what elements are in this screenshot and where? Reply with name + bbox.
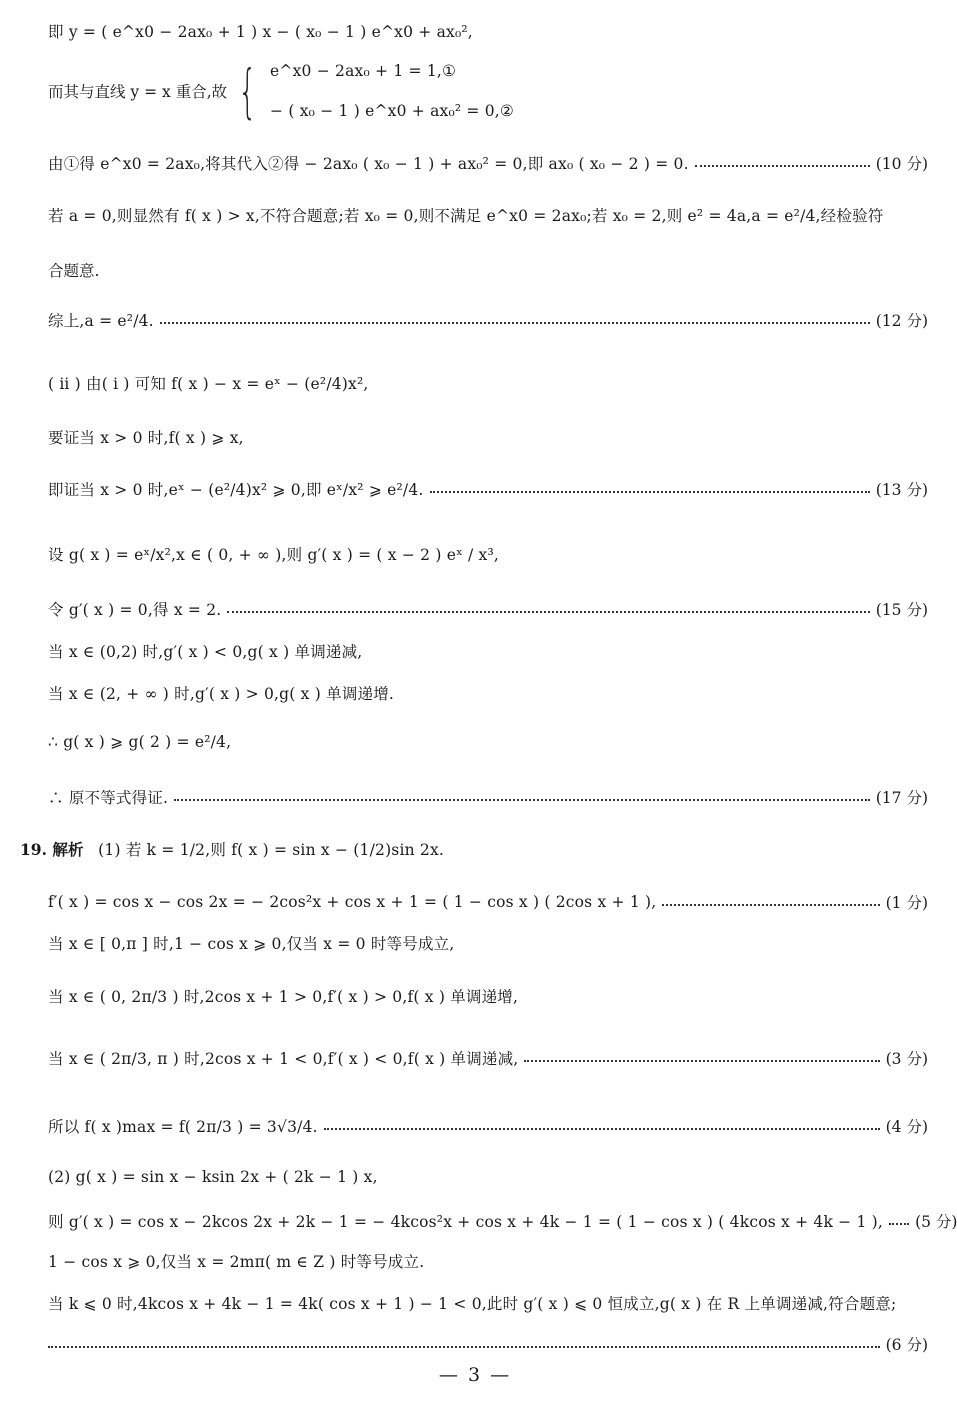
line-16: [20, 838, 928, 860]
line-12: [48, 640, 928, 662]
score-label: (15 分): [875, 601, 928, 619]
line-13-text: 当 x ∈ (2, + ∞ ) 时,g′( x ) > 0,g( x ) 单调递增.: [48, 685, 395, 703]
line-20: [48, 1047, 928, 1069]
score-label: (12 分): [875, 312, 928, 330]
line-17: [48, 891, 928, 913]
line-11: [48, 598, 928, 620]
line-25: [48, 1292, 928, 1314]
leader-dots: [430, 491, 870, 493]
score-label: (17 分): [875, 789, 928, 807]
line-7-text: ( ⅱ ) 由( ⅰ ) 可知 f( x ) − x = eˣ − (e²/4)x²,: [48, 375, 369, 393]
line-11-text: 令 g′( x ) = 0,得 x = 2.: [48, 601, 222, 619]
line-17-text: f′( x ) = cos x − cos 2x = − 2cos²x + cos x + 1 = ( 1 − cos x ) ( 2cos x + 1 ),: [48, 893, 657, 911]
line-10-text: 设 g( x ) = eˣ/x²,x ∈ ( 0, + ∞ ),则 g′( x ) = ( x − 2 ) eˣ / x³,: [48, 546, 500, 564]
line-5-text: 合题意.: [48, 262, 100, 280]
line-9: [48, 478, 928, 500]
page-number: — 3 —: [438, 1364, 512, 1386]
leader-dots: [695, 165, 870, 167]
line-16-text: (1) 若 k = 1/2,则 f( x ) = sin x − (1/2)sin 2x.: [98, 841, 445, 859]
leader-dots: [324, 1128, 880, 1130]
equation-system: [48, 57, 515, 125]
score-label: (10 分): [875, 155, 928, 173]
line-1: [48, 20, 928, 42]
score-label: (6 分): [885, 1336, 928, 1354]
line-5: [48, 259, 928, 281]
line-23-text: 则 g′( x ) = cos x − 2kcos 2x + 2k − 1 = − 4kcos²x + cos x + 4k − 1 = ( 1 − cos x ) ( 4kcos x + 4k − 1 ),: [48, 1213, 884, 1231]
line-18-text: 当 x ∈ [ 0,π ] 时,1 − cos x ⩾ 0,仅当 x = 0 时等号成立,: [48, 935, 455, 953]
line-21-text: 所以 f( x )max = f( 2π/3 ) = 3√3/4.: [48, 1118, 318, 1136]
line-8: [48, 426, 928, 448]
leader-dots: [160, 322, 870, 324]
line-22-text: (2) g( x ) = sin x − ksin 2x + ( 2k − 1 ) x,: [48, 1168, 378, 1186]
line-9-text: 即证当 x > 0 时,eˣ − (e²/4)x² ⩾ 0,即 eˣ/x² ⩾ e²/4.: [48, 481, 424, 499]
score-label: (3 分): [885, 1050, 928, 1068]
line-23: [48, 1210, 957, 1232]
score-label: (4 分): [885, 1118, 928, 1136]
problem-19-label: 19. 解析: [20, 840, 84, 859]
line-19: [48, 985, 928, 1007]
line-3-text: 由①得 e^x0 = 2ax₀,将其代入②得 − 2ax₀ ( x₀ − 1 ) + ax₀² = 0,即 ax₀ ( x₀ − 2 ) = 0.: [48, 155, 689, 173]
line-19-text: 当 x ∈ ( 0, 2π/3 ) 时,2cos x + 1 > 0,f′( x ) > 0,f( x ) 单调递增,: [48, 988, 519, 1006]
line-8-text: 要证当 x > 0 时,f( x ) ⩾ x,: [48, 429, 244, 447]
line-3: [48, 152, 928, 174]
line-12-text: 当 x ∈ (0,2) 时,g′( x ) < 0,g( x ) 单调递减,: [48, 643, 363, 661]
line-13: [48, 682, 928, 704]
line-25-text: 当 k ⩽ 0 时,4kcos x + 4k − 1 = 4k( cos x + 1 ) − 1 < 0,此时 g′( x ) ⩽ 0 恒成立,g( x ) 在 R 上单调递减,符合题意;: [48, 1295, 897, 1313]
line-21: [48, 1115, 928, 1137]
left-brace-icon: {: [238, 57, 257, 125]
line-6-text: 综上,a = e²/4.: [48, 312, 154, 330]
line-24-text: 1 − cos x ⩾ 0,仅当 x = 2mπ( m ∈ Z ) 时等号成立.: [48, 1253, 425, 1271]
leader-dots: [227, 611, 869, 613]
line-26: [48, 1333, 928, 1355]
leader-dots: [662, 904, 879, 906]
system-prefix: 而其与直线 y = x 重合,故: [48, 83, 228, 101]
leader-dots: [48, 1346, 880, 1348]
line-18: [48, 932, 928, 954]
line-14: [48, 733, 928, 751]
line-1-text: 即 y = ( e^x0 − 2ax₀ + 1 ) x − ( x₀ − 1 ) e^x0 + ax₀²,: [48, 23, 473, 41]
leader-dots: [889, 1223, 909, 1225]
line-15-text: ∴ 原不等式得证.: [48, 789, 169, 807]
line-4: [48, 204, 928, 226]
leader-dots: [174, 799, 870, 801]
line-15: [48, 786, 928, 808]
system-equation-1: e^x0 − 2ax₀ + 1 = 1,①: [270, 62, 457, 80]
line-24: [48, 1250, 928, 1272]
score-label: (13 分): [875, 481, 928, 499]
line-4-text: 若 a = 0,则显然有 f( x ) > x,不符合题意;若 x₀ = 0,则不满足 e^x0 = 2ax₀;若 x₀ = 2,则 e² = 4a,a = e²/4,经检验符: [48, 207, 884, 225]
system-equation-2: − ( x₀ − 1 ) e^x0 + ax₀² = 0,②: [270, 102, 515, 120]
line-10: [48, 543, 928, 565]
line-14-text: ∴ g( x ) ⩾ g( 2 ) = e²/4,: [48, 733, 232, 751]
score-label: (1 分): [885, 894, 928, 912]
line-7: [48, 372, 928, 394]
line-22: [48, 1168, 928, 1186]
score-label: (5 分): [915, 1213, 957, 1231]
leader-dots: [524, 1060, 879, 1062]
line-6: [48, 309, 928, 331]
line-20-text: 当 x ∈ ( 2π/3, π ) 时,2cos x + 1 < 0,f′( x ) < 0,f( x ) 单调递减,: [48, 1050, 519, 1068]
